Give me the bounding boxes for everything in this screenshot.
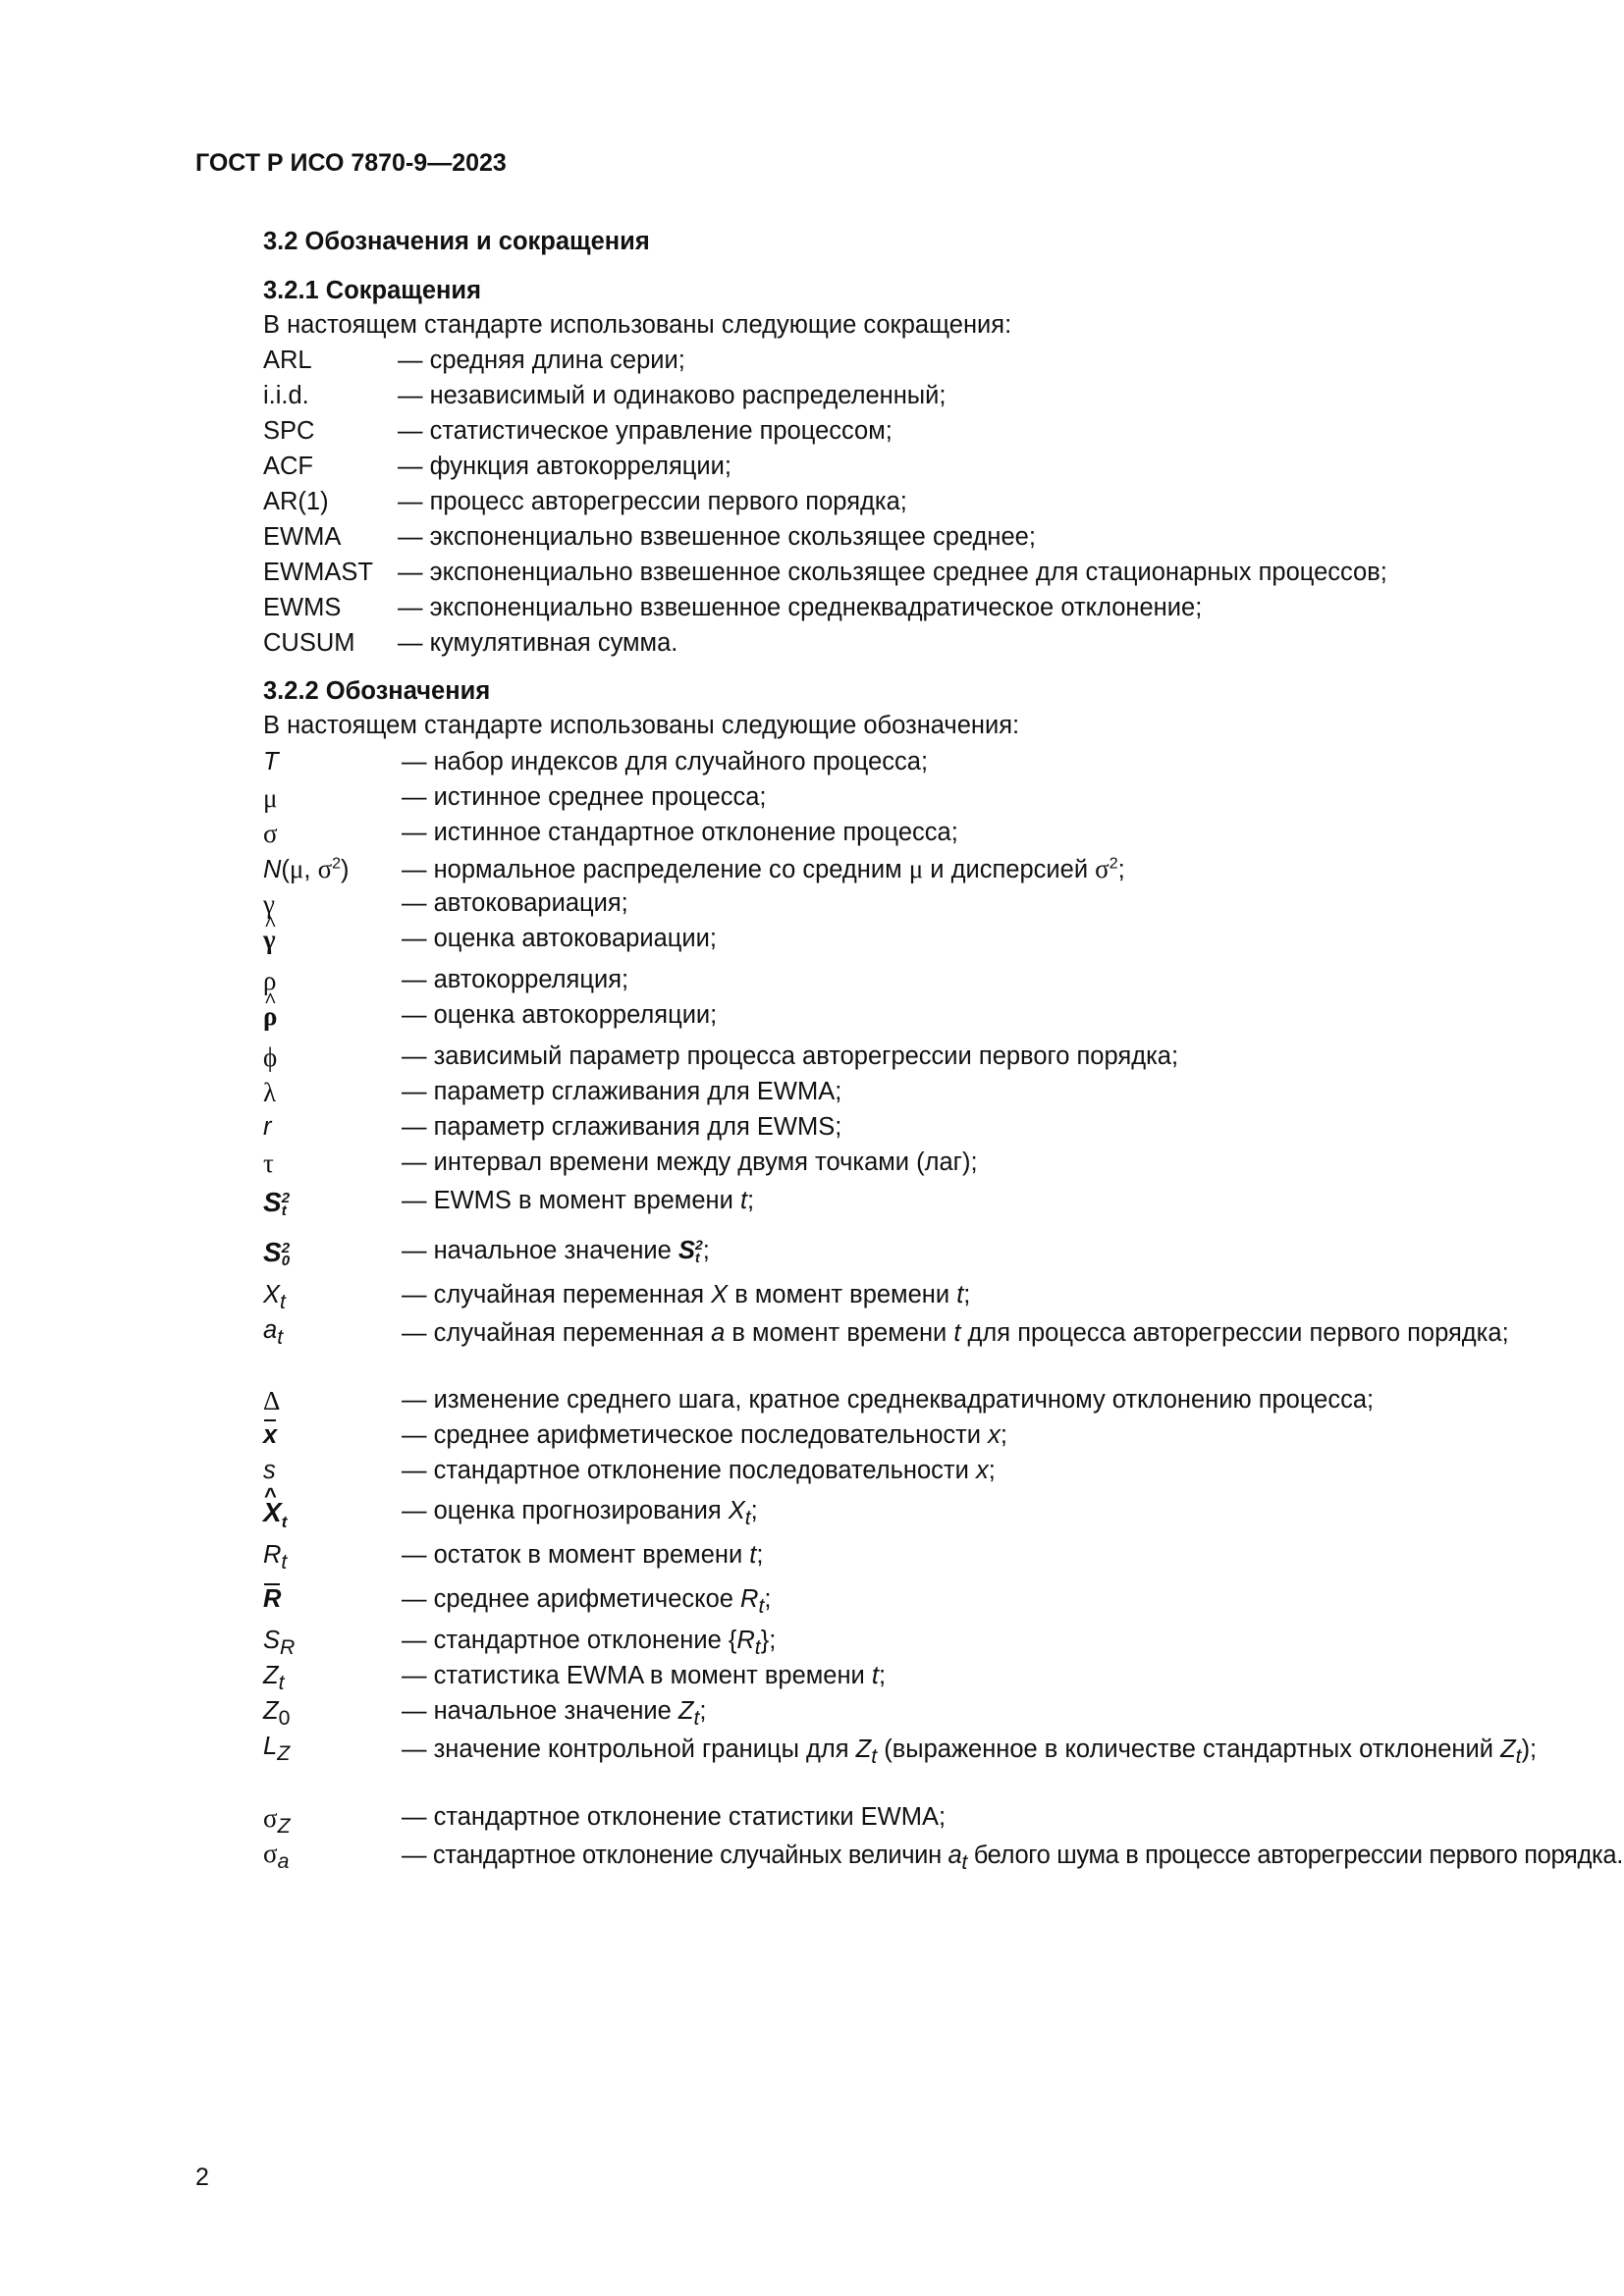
symbol-code: $\sigma_Z$: [263, 1803, 291, 1839]
section-title: 3.2 Обозначения и сокращения: [263, 228, 650, 255]
symbol-desc: — оценка автоковариации;: [402, 925, 717, 952]
abbr-desc: — экспоненциально взвешенное среднеквадратическое отклонение;: [398, 594, 1203, 621]
abbr-code: AR(1): [263, 488, 329, 515]
symbol-desc: — начальное значение $Z_t$;: [402, 1697, 707, 1731]
symbol-code: ^ $X_t$: [263, 1497, 287, 1532]
symbols-title: 3.2.2 Обозначения: [263, 677, 491, 705]
abbreviations-intro: В настоящем стандарте использованы следующие сокращения:: [263, 311, 1012, 339]
symbol-code: $R_t$: [263, 1541, 288, 1575]
symbol-desc: — оценка автокорреляции;: [402, 1001, 718, 1029]
symbol-code: λ: [263, 1078, 277, 1107]
abbreviations-title: 3.2.1 Сокращения: [263, 277, 481, 304]
symbol-code: τ: [263, 1148, 274, 1178]
abbr-code: EWMA: [263, 523, 342, 551]
abbr-desc: — статистическое управление процессом;: [398, 417, 893, 445]
symbol-desc: — параметр сглаживания для EWMS;: [402, 1113, 842, 1141]
symbol-desc: — оценка прогнозирования $X_t$;: [402, 1497, 758, 1530]
symbol-code: μ: [263, 783, 278, 813]
symbol-desc: — автокорреляция;: [402, 966, 629, 993]
symbol-desc: — зависимый параметр процесса авторегрессии первого порядка;: [402, 1042, 1179, 1070]
symbol-desc: — нормальное распределение со средним μ и дисперсией $\sigma^2$;: [402, 854, 1125, 883]
symbol-code: ^ ρ: [263, 1001, 277, 1032]
symbol-desc: — случайная переменная X в момент времени t;: [402, 1281, 971, 1308]
abbr-code: EWMAST: [263, 559, 373, 586]
symbol-code: x: [263, 1421, 278, 1449]
abbr-desc: — средняя длина серии;: [398, 347, 685, 374]
symbol-desc: — изменение среднего шага, кратное среднеквадратичному отклонению процесса;: [402, 1386, 1375, 1414]
symbol-code: γ: [263, 889, 275, 919]
symbol-code: S2 t: [263, 1187, 291, 1220]
symbol-desc: — значение контрольной границы для $Z_t$ (выраженное в количестве стандартных отклонений $Z_t$);: [402, 1735, 1538, 1769]
symbol-code: ρ: [263, 966, 277, 995]
symbol-code: R: [263, 1585, 282, 1613]
symbol-desc: — стандартное отклонение статистики EWMA;: [402, 1803, 947, 1831]
symbol-desc: — среднее арифметическое $R_t$;: [402, 1585, 772, 1619]
symbol-code: $Z_0$: [263, 1697, 291, 1731]
abbr-desc: — независимый и одинаково распределенный;: [398, 382, 947, 409]
page-number: 2: [195, 2163, 209, 2191]
symbol-desc: — стандартное отклонение последовательности x;: [402, 1457, 996, 1484]
symbol-desc: — параметр сглаживания для EWMA;: [402, 1078, 842, 1105]
symbol-desc: — начальное значение S2 t ;: [402, 1237, 710, 1266]
symbol-desc: — истинное среднее процесса;: [402, 783, 767, 811]
symbol-code: ϕ: [263, 1042, 278, 1072]
symbol-code: S2 0: [263, 1237, 291, 1270]
symbol-desc: — среднее арифметическое последовательности x;: [402, 1421, 1007, 1449]
symbol-code: s: [263, 1457, 276, 1484]
symbol-desc: — автоковариация;: [402, 889, 628, 917]
document-header: ГОСТ Р ИСО 7870-9—2023: [195, 149, 507, 177]
symbol-code: $S_R$: [263, 1627, 296, 1660]
symbol-desc: — EWMS в момент времени t;: [402, 1187, 755, 1214]
abbr-desc: — процесс авторегрессии первого порядка;: [398, 488, 907, 515]
symbol-code: T: [263, 748, 279, 775]
symbol-code: $\sigma_a$: [263, 1839, 290, 1874]
symbol-desc: — статистика EWMA в момент времени t;: [402, 1662, 887, 1689]
abbr-code: ARL: [263, 347, 312, 374]
abbr-code: ACF: [263, 453, 313, 480]
symbol-desc: — стандартное отклонение $\{R_t\}$;: [402, 1627, 777, 1660]
symbol-code: $X_t$: [263, 1281, 286, 1314]
abbr-desc: — экспоненциально взвешенное скользящее среднее для стационарных процессов;: [398, 559, 1387, 586]
symbol-code: $L_Z$: [263, 1733, 291, 1766]
abbr-code: EWMS: [263, 594, 342, 621]
abbr-desc: — функция автокорреляции;: [398, 453, 731, 480]
abbr-desc: — экспоненциально взвешенное скользящее среднее;: [398, 523, 1036, 551]
symbol-desc: — истинное стандартное отклонение процесса;: [402, 819, 958, 846]
symbol-code: Δ: [263, 1386, 281, 1415]
symbol-desc: — интервал времени между двумя точками (лаг);: [402, 1148, 978, 1176]
symbol-desc: — остаток в момент времени t;: [402, 1541, 764, 1569]
abbr-desc: — кумулятивная сумма.: [398, 629, 678, 657]
symbol-code: ^ γ: [263, 925, 276, 955]
symbol-code: $a_t$: [263, 1316, 284, 1350]
symbol-code: $Z_t$: [263, 1662, 285, 1695]
abbr-code: i.i.d.: [263, 382, 309, 409]
symbol-desc: — набор индексов для случайного процесса;: [402, 748, 929, 775]
symbol-code: r: [263, 1113, 272, 1141]
abbr-code: CUSUM: [263, 629, 355, 657]
symbol-code: N(μ, $\sigma^2$): [263, 854, 350, 883]
symbols-intro: В настоящем стандарте использованы следующие обозначения:: [263, 712, 1020, 739]
abbr-code: SPC: [263, 417, 315, 445]
symbol-desc: — стандартное отклонение случайных величин $a_t$ белого шума в процессе авторегрессии первого порядка.: [402, 1842, 1623, 1875]
symbol-desc: — случайная переменная a в момент времени t для процесса авторегрессии первого порядка;: [402, 1319, 1509, 1347]
symbol-code: σ: [263, 819, 278, 848]
